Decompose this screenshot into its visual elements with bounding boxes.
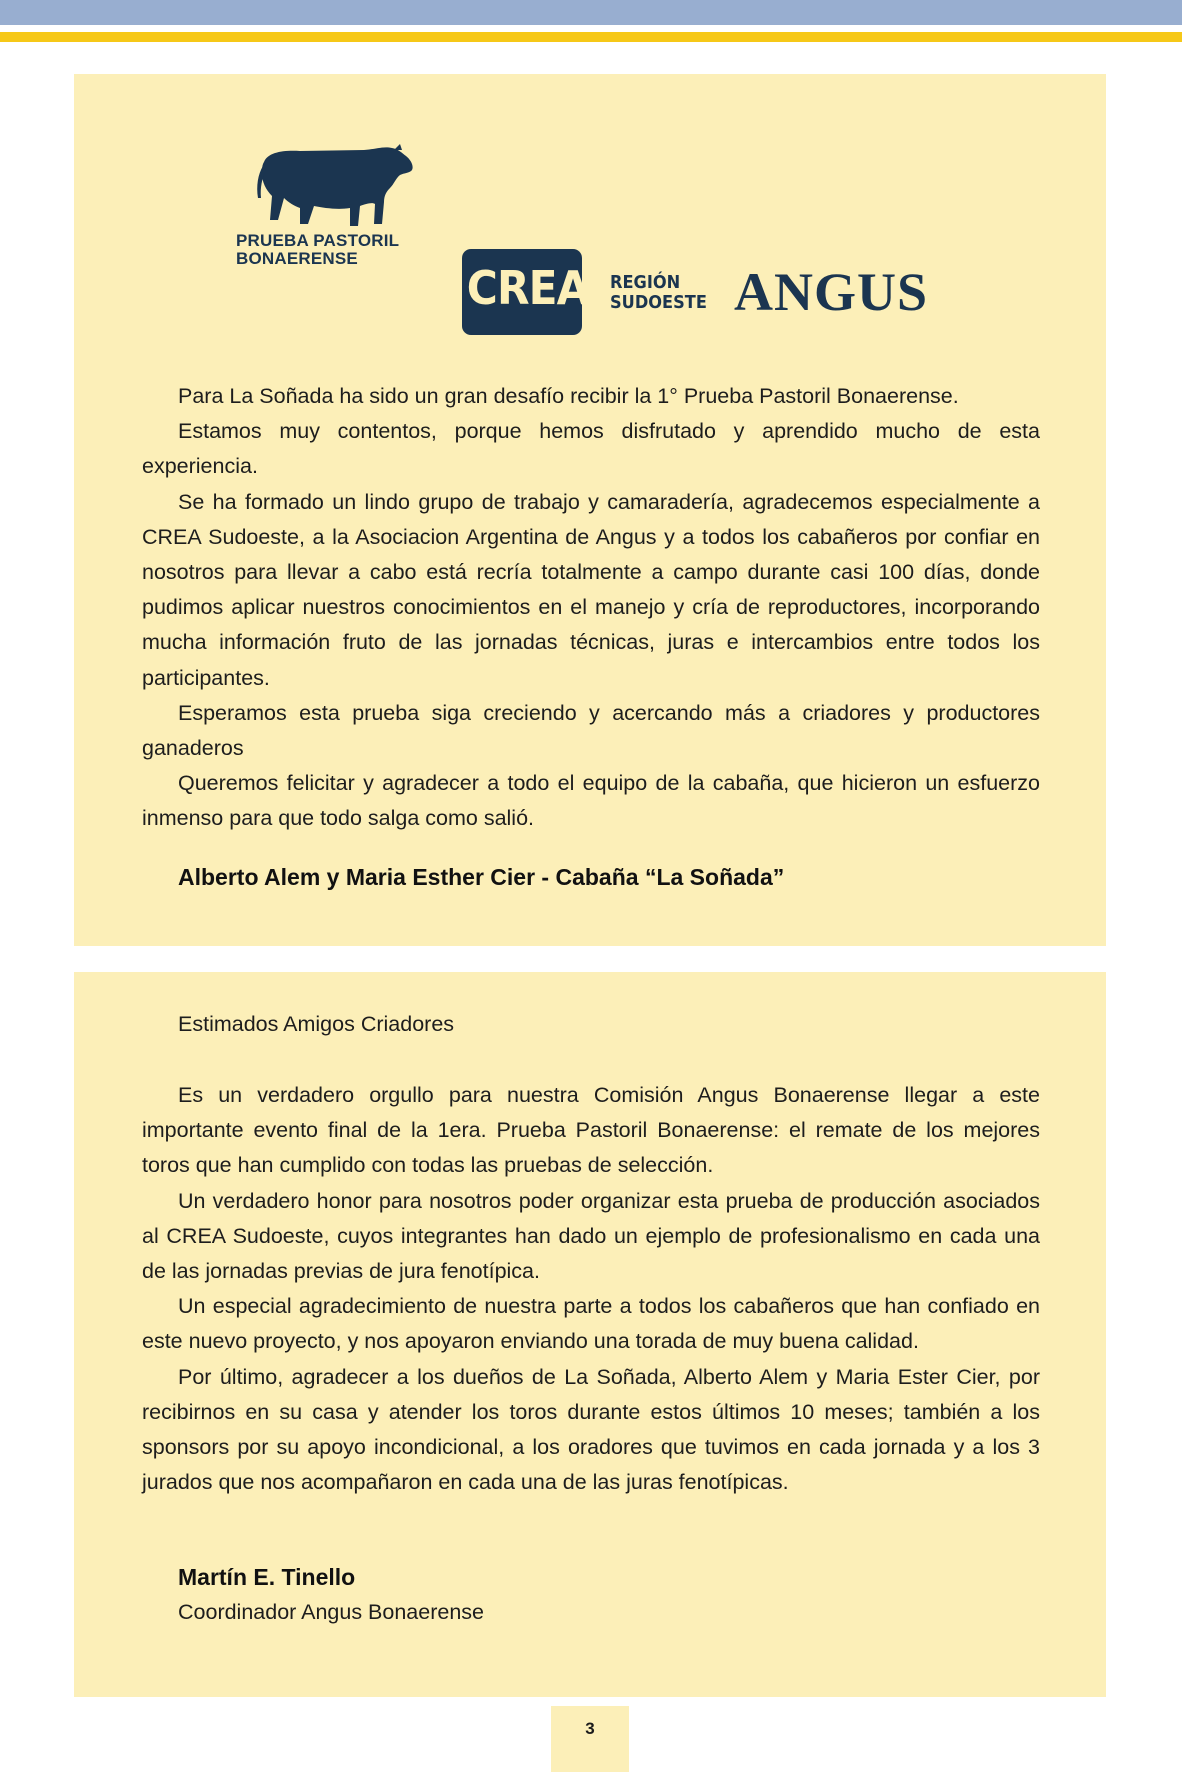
ppb-line-1: PRUEBA PASTORIL xyxy=(236,231,400,250)
region-line-1: REGIÓN xyxy=(610,272,681,293)
crea-logo xyxy=(462,249,589,335)
region-sudoeste-label xyxy=(610,273,707,313)
letter1-body xyxy=(142,379,1040,837)
letter2-signature-name: Martín E. Tinello xyxy=(178,1564,356,1590)
letter1-signature: Alberto Alem y Maria Esther Cier - Cabaña “La Soñada” xyxy=(178,864,785,890)
letter2-paragraph: Por último, agradecer a los dueños de La Soñada, Alberto Alem y Maria Ester Cier, por recibirnos en su casa y atender los toros durante estos últimos 10 meses; también a los sponsors por su apoyo incondicional, a los oradores que tuvimos en cada jornada y a los 3 jurados que nos acompañaron en cada una de las juras fenotípicas. xyxy=(142,1364,1040,1495)
letter2-greeting: Estimados Amigos Criadores xyxy=(178,1012,455,1036)
letter2-paragraph: Es un verdadero orgullo para nuestra Comisión Angus Bonaerense llegar a este importante evento final de la 1era. Prueba Pastoril Bonaerense: el remate de los mejores toros que han cumplido con todas las pruebas de selección. xyxy=(142,1083,1040,1178)
letter2-paragraph: Un especial agradecimiento de nuestra parte a todos los cabañeros que han confiado en este nuevo proyecto, y nos apoyaron enviando una torada de muy buena calidad. xyxy=(142,1294,1040,1354)
crea-wordmark: CREA xyxy=(466,261,589,315)
ppb-line-2: BONAERENSE xyxy=(236,249,358,268)
angus-logo: ANGUS xyxy=(734,262,929,322)
letter1-paragraph: Se ha formado un lindo grupo de trabajo y camaradería, agradecemos especialmente a CREA Sudoeste, a la Asociacion Argentina de Angus y a todos los cabañeros por confiar en nosotros para llevar a cabo está recría totalmente a campo durante casi 100 días, donde pudimos aplicar nuestros conocimientos en el manejo y cría de reproductores, incorporando mucha información fruto de las jornadas técnicas, juras e intercambios entre todos los participantes. xyxy=(142,489,1040,690)
header-band-yellow xyxy=(0,32,1182,42)
letter1-paragraph: Esperamos esta prueba siga creciendo y acercando más a criadores y productores ganaderos xyxy=(142,700,1040,761)
letter-panel-la-sonada xyxy=(74,74,1106,946)
letter2-signature-role: Coordinador Angus Bonaerense xyxy=(178,1600,484,1624)
bull-icon xyxy=(254,144,416,230)
letter2-body xyxy=(142,1078,1040,1500)
prueba-pastoril-wordmark xyxy=(236,232,399,268)
letter1-paragraph: Estamos muy contentos, porque hemos disfrutado y aprendido mucho de esta experiencia. xyxy=(142,419,1040,479)
sponsor-logos xyxy=(74,144,1106,322)
region-line-2: SUDOESTE xyxy=(610,292,707,313)
letter2-paragraph: Un verdadero honor para nosotros poder organizar esta prueba de producción asociados al CREA Sudoeste, cuyos integrantes han dado un ejemplo de profesionalismo en cada una de las jornadas previas de jura fenotípica. xyxy=(142,1188,1040,1284)
letter-panel-comision xyxy=(74,972,1106,1697)
header-band-blue xyxy=(0,0,1182,25)
letter1-paragraph: Queremos felicitar y agradecer a todo el equipo de la cabaña, que hicieron un esfuerzo inmenso para que todo salga como salió. xyxy=(142,771,1040,831)
page-number: 3 xyxy=(551,1706,629,1772)
letter1-paragraph: Para La Soñada ha sido un gran desafío recibir la 1° Prueba Pastoril Bonaerense. xyxy=(178,384,959,408)
